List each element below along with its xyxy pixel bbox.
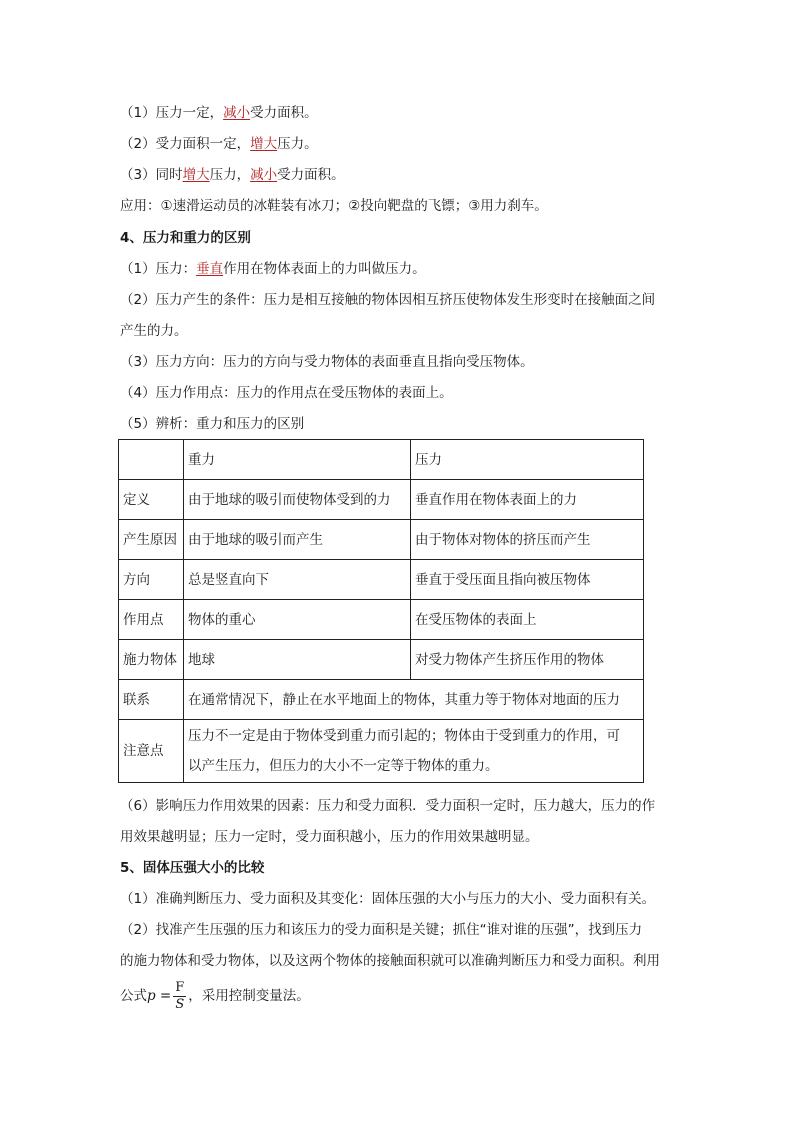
table-cell: 由于地球的吸引而使物体受到的力 <box>184 480 411 520</box>
text: （3）同时 <box>120 167 183 183</box>
table-cell-merged: 在通常情况下，静止在水平地面上的物体，其重力等于物体对地面的压力 <box>184 680 644 720</box>
text: 公式 <box>120 988 147 1004</box>
section-4-heading: 4、压力和重力的区别 <box>120 230 251 246</box>
table-row-note <box>119 720 644 783</box>
pressure-formula-fraction <box>173 980 186 1013</box>
table-header-row <box>119 440 644 480</box>
section-4-p2-line1: （2）压力产生的条件：压力是相互接触的物体因相互挤压使物体发生形变时在接触面之间 <box>120 292 656 308</box>
text: （1）压力： <box>120 261 197 277</box>
keyword-highlight: 垂直 <box>196 261 224 277</box>
section-5-heading: 5、固体压强大小的比较 <box>120 860 265 876</box>
table-cell: 物体的重心 <box>184 600 411 640</box>
comparison-table <box>118 439 644 783</box>
factors-line-1: （6）影响压力作用效果的因素：压力和受力面积．受力面积一定时，压力越大，压力的作 <box>120 798 656 814</box>
table-cell: 对受力物体产生挤压作用的物体 <box>411 640 644 680</box>
table-header-cell: 重力 <box>184 440 411 480</box>
intro-line-2 <box>120 134 318 154</box>
section-5-formula-line <box>120 978 310 1014</box>
table-row-label: 方向 <box>119 560 184 600</box>
table-row <box>119 520 644 560</box>
factors-line-2: 用效果越明显；压力一定时，受力面积越小，压力的作用效果越明显。 <box>120 829 539 845</box>
formula-lhs: p = <box>147 988 172 1004</box>
table-row-label: 注意点 <box>119 720 184 783</box>
table-row <box>119 560 644 600</box>
text: 压力， <box>209 167 251 183</box>
table-header-cell: 压力 <box>411 440 644 480</box>
table-cell-merged <box>184 720 644 783</box>
note-line-2: 以产生压力，但压力的大小不一定等于物体的重力。 <box>188 758 499 774</box>
section-5-p2-line1: （2）找准产生压强的压力和该压力的受力面积是关键；抓住“谁对谁的压强”，找到压力 <box>120 922 643 938</box>
fraction-numerator: F <box>175 979 185 995</box>
section-4-p2-line2: 产生的力。 <box>120 323 188 339</box>
text: ，采用控制变量法。 <box>188 988 310 1004</box>
section-4-p5: （5）辨析：重力和压力的区别 <box>120 416 305 432</box>
table-row <box>119 600 644 640</box>
table-row-label: 作用点 <box>119 600 184 640</box>
application-line: 应用：①速滑运动员的冰鞋装有冰刀；②投向靶盘的飞镖；③用力刹车。 <box>120 198 548 214</box>
table-cell: 垂直于受压面且指向被压物体 <box>411 560 644 600</box>
table-cell: 地球 <box>184 640 411 680</box>
table-row-label: 产生原因 <box>119 520 184 560</box>
text: 受力面积。 <box>250 105 318 121</box>
table-cell <box>119 440 184 480</box>
section-4-p3: （3）压力方向：压力的方向与受力物体的表面垂直且指向受压物体。 <box>120 354 534 370</box>
keyword-highlight: 增大 <box>250 136 278 152</box>
intro-line-3 <box>120 165 345 185</box>
table-row-label: 施力物体 <box>119 640 184 680</box>
table-cell: 垂直作用在物体表面上的力 <box>411 480 644 520</box>
section-4-p1 <box>120 259 426 279</box>
section-5-p1: （1）准确判断压力、受力面积及其变化：固体压强的大小与压力的大小、受力面积有关。 <box>120 891 656 907</box>
fraction-denominator: S <box>175 996 185 1012</box>
text: （1）压力一定， <box>120 105 224 121</box>
text: （2）受力面积一定， <box>120 136 251 152</box>
table-cell: 由于地球的吸引而产生 <box>184 520 411 560</box>
table-cell: 在受压物体的表面上 <box>411 600 644 640</box>
intro-line-1 <box>120 103 318 123</box>
table-row <box>119 480 644 520</box>
text: 作用在物体表面上的力叫做压力。 <box>223 261 426 277</box>
table-cell: 总是竖直向下 <box>184 560 411 600</box>
keyword-highlight: 增大 <box>182 167 210 183</box>
table-row-label: 定义 <box>119 480 184 520</box>
table-row <box>119 640 644 680</box>
text: 压力。 <box>277 136 318 152</box>
section-5-p2-line2: 的施力物体和受力物体，以及这两个物体的接触面积就可以准确判断压力和受力面积。利用 <box>120 953 660 969</box>
keyword-highlight: 减小 <box>250 167 278 183</box>
section-4-p4: （4）压力作用点：压力的作用点在受压物体的表面上。 <box>120 385 453 401</box>
keyword-highlight: 减小 <box>223 105 251 121</box>
table-row-label: 联系 <box>119 680 184 720</box>
note-line-1: 压力不一定是由于物体受到重力而引起的；物体由于受到重力的作用，可 <box>188 728 620 744</box>
table-cell: 由于物体对物体的挤压而产生 <box>411 520 644 560</box>
text: 受力面积。 <box>277 167 345 183</box>
table-row-link <box>119 680 644 720</box>
